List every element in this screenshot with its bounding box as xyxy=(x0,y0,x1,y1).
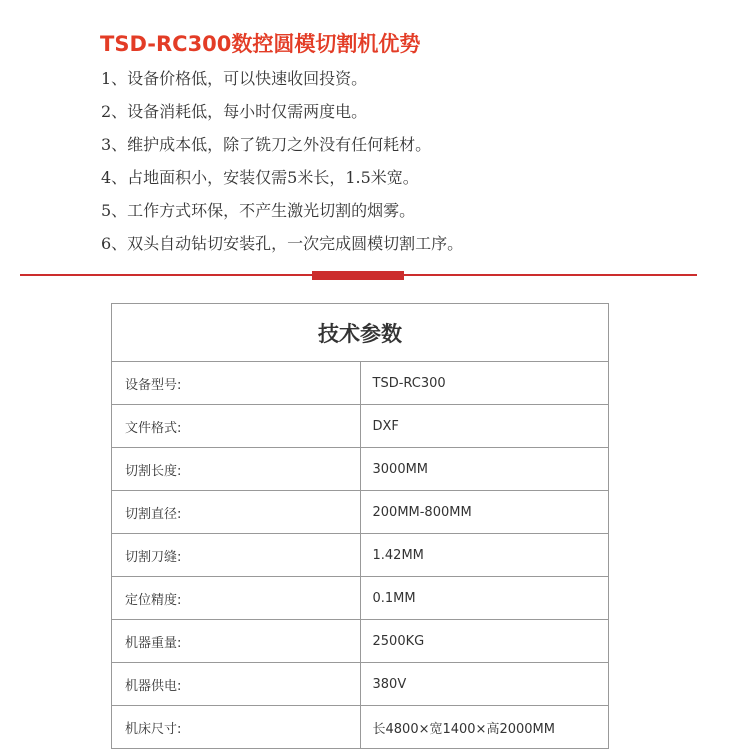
spec-label: 机器供电: xyxy=(112,663,361,706)
spec-label: 切割刀缝: xyxy=(112,534,361,577)
table-row xyxy=(112,448,609,491)
advantage-item: 6、双头自动钻切安装孔，一次完成圆模切割工序。 xyxy=(101,234,464,253)
page-title: TSD-RC300数控圆模切割机优势 xyxy=(100,32,421,56)
spec-table-heading: 技术参数 xyxy=(112,304,609,362)
table-row xyxy=(112,534,609,577)
spec-table-header-row xyxy=(112,304,609,362)
spec-value: 380V xyxy=(360,663,609,706)
spec-value: 200MM-800MM xyxy=(360,491,609,534)
advantage-item: 2、设备消耗低，每小时仅需两度电。 xyxy=(101,102,368,121)
divider-accent xyxy=(312,271,404,280)
table-row xyxy=(112,620,609,663)
spec-label: 切割直径: xyxy=(112,491,361,534)
spec-label: 定位精度: xyxy=(112,577,361,620)
table-row xyxy=(112,706,609,749)
table-row xyxy=(112,405,609,448)
table-row xyxy=(112,577,609,620)
spec-value: 3000MM xyxy=(360,448,609,491)
spec-label: 文件格式: xyxy=(112,405,361,448)
advantage-item: 3、维护成本低，除了铣刀之外没有任何耗材。 xyxy=(101,135,432,154)
spec-label: 机器重量: xyxy=(112,620,361,663)
spec-label: 设备型号: xyxy=(112,362,361,405)
spec-value: 长4800×宽1400×高2000MM xyxy=(360,706,609,749)
table-row xyxy=(112,663,609,706)
advantages-list xyxy=(101,66,463,264)
spec-value: 1.42MM xyxy=(360,534,609,577)
spec-value: 0.1MM xyxy=(360,577,609,620)
table-row xyxy=(112,491,609,534)
spec-value: DXF xyxy=(360,405,609,448)
advantage-item: 4、占地面积小，安装仅需5米长，1.5米宽。 xyxy=(101,168,419,187)
advantage-item: 5、工作方式环保，不产生激光切割的烟雾。 xyxy=(101,201,416,220)
table-row xyxy=(112,362,609,405)
spec-value: TSD-RC300 xyxy=(360,362,609,405)
advantage-item: 1、设备价格低，可以快速收回投资。 xyxy=(101,69,368,88)
spec-label: 切割长度: xyxy=(112,448,361,491)
spec-table xyxy=(111,303,609,749)
spec-label: 机床尺寸: xyxy=(112,706,361,749)
spec-value: 2500KG xyxy=(360,620,609,663)
